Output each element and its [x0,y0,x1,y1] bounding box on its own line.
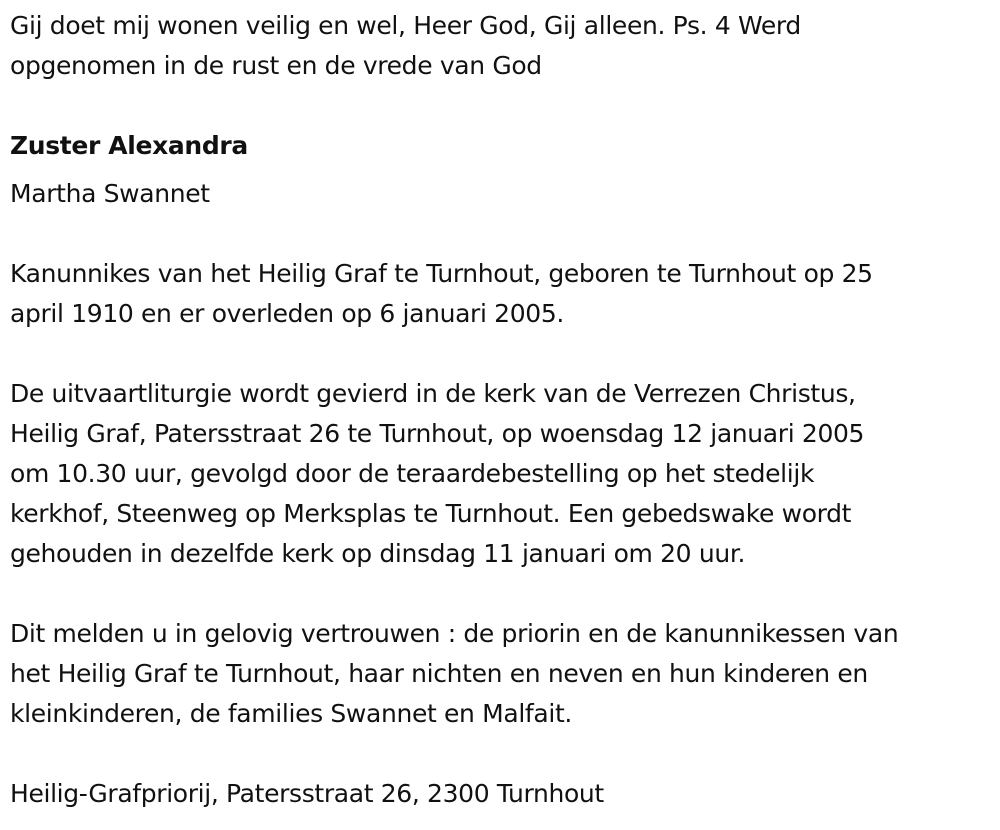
spacer [10,334,990,374]
announcement-line: het Heilig Graf te Turnhout, haar nichten en neven en hun kinderen en [10,659,868,688]
announcement-line: Dit melden u in gelovig vertrouwen : de priorin en de kanunnikessen van [10,619,899,648]
deceased-title-name: Zuster Alexandra [10,131,248,160]
funeral-line: De uitvaartliturgie wordt gevierd in de kerk van de Verrezen Christus, [10,379,856,408]
opening-verse-line: opgenomen in de rust en de vrede van God [10,51,542,80]
address-line: Heilig-Grafpriorij, Patersstraat 26, 2300 Turnhout [10,779,604,808]
funeral-line: gehouden in dezelfde kerk op dinsdag 11 januari om 20 uur. [10,539,746,568]
spacer [10,734,990,774]
announcement-paragraph [10,614,990,734]
opening-verse [10,6,990,86]
funeral-line: Heilig Graf, Patersstraat 26 te Turnhout, op woensdag 12 januari 2005 [10,419,865,448]
announcement-line: kleinkinderen, de families Swannet en Malfait. [10,699,573,728]
biography-paragraph [10,254,990,334]
spacer [10,214,990,254]
deceased-civil-name: Martha Swannet [10,179,210,208]
funeral-line: om 10.30 uur, gevolgd door de teraardebestelling op het stedelijk [10,459,815,488]
opening-verse-line: Gij doet mij wonen veilig en wel, Heer God, Gij alleen. Ps. 4 Werd [10,11,801,40]
spacer [10,574,990,614]
funeral-line: kerkhof, Steenweg op Merksplas te Turnhout. Een gebedswake wordt [10,499,852,528]
funeral-paragraph [10,374,990,574]
biography-line: Kanunnikes van het Heilig Graf te Turnhout, geboren te Turnhout op 25 [10,259,873,288]
obituary-document [10,6,990,814]
spacer [10,86,990,126]
biography-line: april 1910 en er overleden op 6 januari 2005. [10,299,565,328]
